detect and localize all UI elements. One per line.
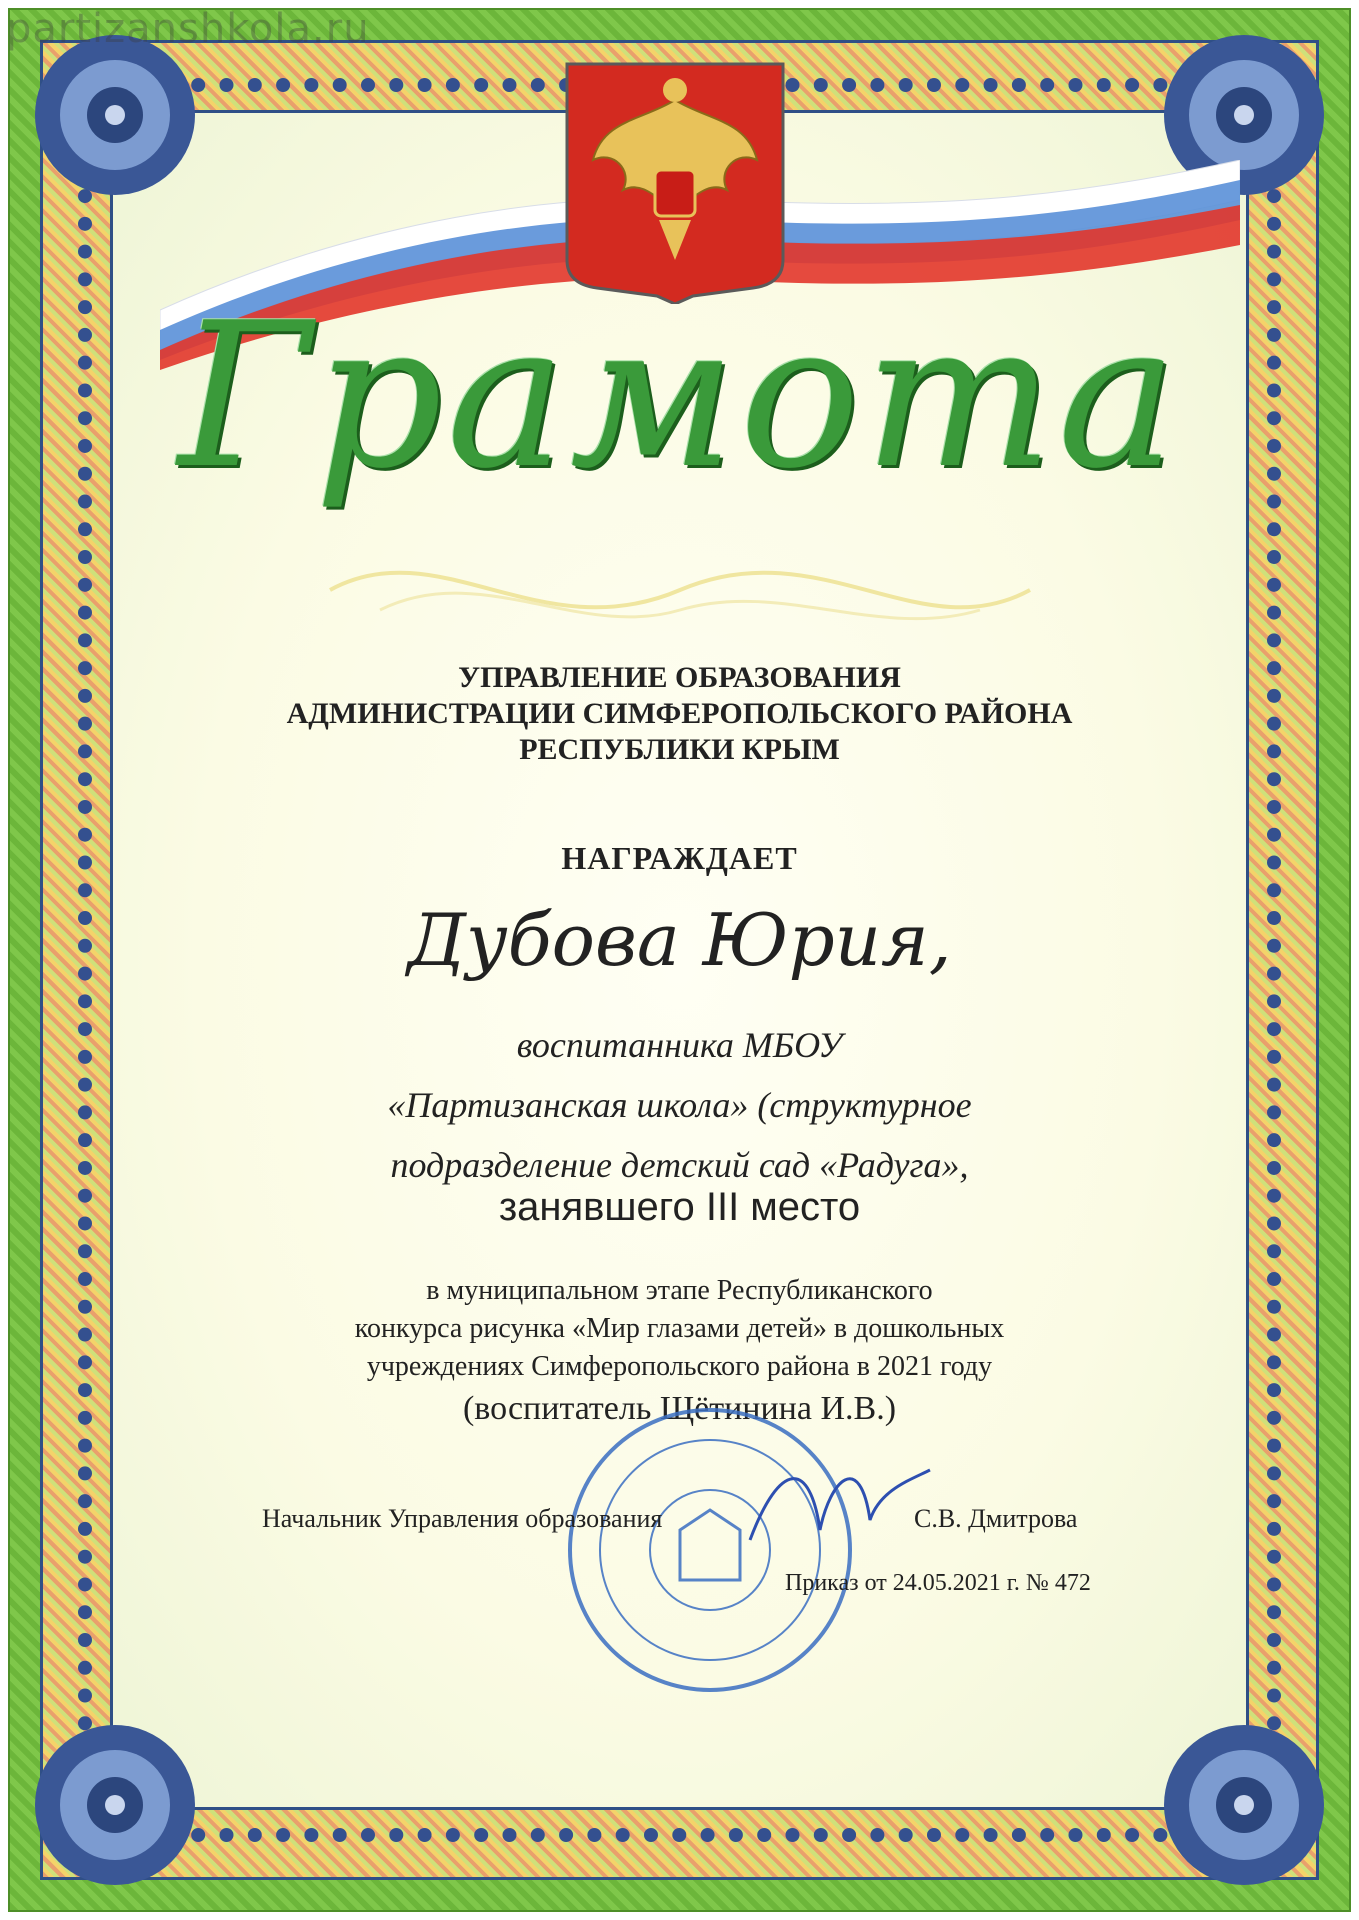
issuing-organization — [0, 660, 1359, 768]
teacher-credit: (воспитатель Щётинина И.В.) — [462, 1390, 897, 1427]
pupil-info-line-1: воспитанника МБОУ — [516, 1025, 843, 1065]
signatory-title: Начальник Управления образования — [262, 1504, 663, 1533]
coat-of-arms — [563, 60, 787, 304]
recipient-name: Дубова Юрия, — [407, 898, 952, 982]
organization-line-2: АДМИНИСТРАЦИИ СИМФЕРОПОЛЬСКОГО РАЙОНА — [286, 697, 1073, 730]
contest-line-3: учреждениях Симферопольского района в 2021 году — [366, 1351, 993, 1382]
site-watermark: partizanshkola.ru — [6, 6, 370, 52]
pupil-info — [0, 1015, 1359, 1195]
handwritten-signature — [740, 1440, 940, 1570]
decorative-swirl — [320, 520, 1040, 660]
contest-description — [0, 1272, 1359, 1386]
certificate-title: Грамота — [178, 280, 1181, 513]
signatory-name: С.В. Дмитрова — [914, 1504, 1078, 1533]
corner-ornament-bottom-right — [1149, 1710, 1339, 1900]
organization-line-1: УПРАВЛЕНИЕ ОБРАЗОВАНИЯ — [458, 661, 901, 694]
order-reference: Приказ от 24.05.2021 г. № 472 — [785, 1570, 1091, 1596]
pupil-info-line-2: «Партизанская школа» (структурное — [387, 1085, 972, 1125]
organization-line-3: РЕСПУБЛИКИ КРЫМ — [519, 733, 840, 766]
awards-heading: НАГРАЖДАЕТ — [561, 840, 798, 876]
place-awarded: занявшего III место — [498, 1185, 861, 1229]
corner-ornament-bottom-left — [20, 1710, 210, 1900]
contest-line-2: конкурса рисунка «Мир глазами детей» в дошкольных — [354, 1313, 1005, 1344]
pupil-info-line-3: подразделение детский сад «Радуга», — [390, 1145, 969, 1185]
contest-line-1: в муниципальном этапе Республиканского — [426, 1275, 933, 1306]
